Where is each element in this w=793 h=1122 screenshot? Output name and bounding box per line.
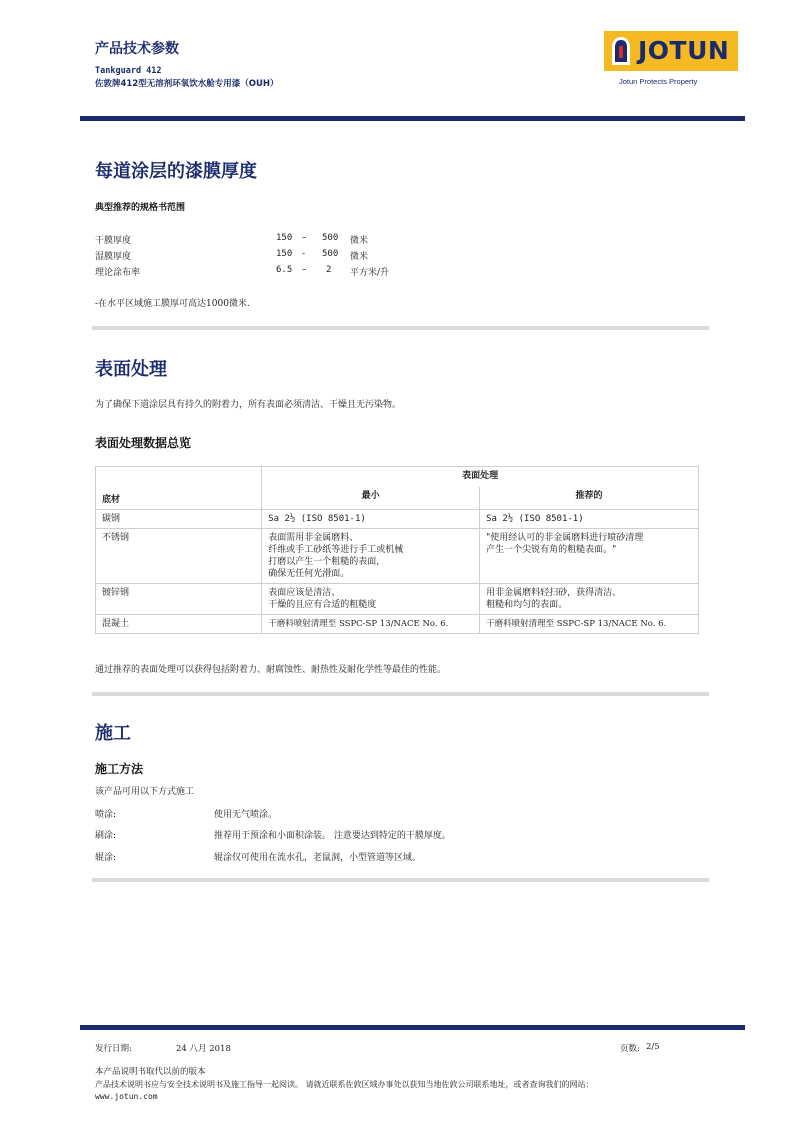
row-min-wft: 150 [276,249,293,259]
cell-line: "使用经认可的非金属磨料进行喷砂清理 [486,533,644,543]
table-row [96,615,699,634]
table-row [96,529,699,584]
section-title-surface-preparation: 表面处理 [95,359,167,380]
substrate-cell: 镀锌钢 [96,584,262,615]
substrate-cell: 碳钢 [96,510,262,529]
method-label-roller: 辊涂: [95,853,117,863]
logo-wordmark: JOTUN [638,36,730,65]
recommended-cell [480,615,699,634]
cell-line: 干磨料喷射清理至 SSPC-SP 13/NACE No. 6. [268,619,449,629]
table-row [96,510,699,529]
table-row [96,584,699,615]
cell-line: 粗糙和均匀的表面。 [486,600,568,610]
method-label-spray: 喷涂: [95,810,117,820]
header-minimum: 最小 [262,487,480,510]
section-divider [92,692,709,696]
recommended-cell [480,584,699,615]
minimum-cell [262,615,480,634]
surface-outro: 通过推荐的表面处理可以获得包括附着力、耐腐蚀性、耐热性及耐化学性等最佳的性能。 [95,665,447,675]
row-min-spreading: 6.5 [276,265,293,275]
cell-line: 用非金属磨料轻扫砂，获得清洁、 [486,588,622,598]
method-label-brush: 刷涂: [95,831,117,841]
method-text-roller: 辊涂仅可使用在流水孔，老鼠洞，小型管道等区域。 [214,853,422,863]
row-dash-wft: - [302,249,306,259]
section-title-application: 施工 [95,723,131,744]
cell-line: 打磨以产生一个粗糙的表面， [268,557,386,567]
logo-tagline: Jotun Protects Property [619,77,698,86]
row-min-dft: 150 [276,233,293,243]
jotun-emblem-icon [608,34,634,68]
header-substrate: 底材 [102,495,121,505]
spec-range-subtitle: 典型推荐的规格书范围 [95,203,186,213]
row-dash-spreading: – [302,265,307,275]
issue-date-value: 24 八月 2018 [176,1044,231,1054]
cell-line: Sa 2½ (ISO 8501-1) [486,514,584,524]
product-name: 佐敦牌412型无溶剂环氧饮水舱专用漆（OUH） [95,79,279,89]
footer-divider [80,1025,745,1030]
row-max-dft: 500 [322,233,339,243]
header-group-surface-prep: 表面处理 [262,467,699,488]
method-text-spray: 使用无气喷涂。 [214,810,278,820]
recommended-cell [480,510,699,529]
page-number-value: 2/5 [646,1042,660,1052]
cell-line: 表面需用非金属磨料、 [268,533,359,543]
section-divider [92,878,709,882]
row-unit-spreading: 平方米/升 [350,268,390,278]
cell-line: 产生一个尖锐有角的粗糙表面。" [486,545,617,555]
document-title: 产品技术参数 [95,41,179,57]
surface-preparation-table [95,466,699,634]
row-max-wft: 500 [322,249,339,259]
row-max-spreading: 2 [326,265,332,275]
section-divider [92,326,709,330]
jotun-logo [604,31,738,71]
recommended-cell [480,529,699,584]
film-note: -在水平区域施工膜厚可高达1000微米. [95,299,250,309]
row-label-spreading: 理论涂布率 [95,268,141,278]
supersede-notice: 本产品说明书取代以前的版本 [95,1067,206,1077]
row-unit-dft: 微米 [350,236,369,246]
row-dash-dft: – [302,233,307,243]
row-label-dft: 干膜厚度 [95,236,132,246]
cell-line: 确保无任何光滑面。 [268,569,350,579]
cell-line: 干燥的且应有合适的粗糙度 [268,600,377,610]
method-text-brush: 推荐用于预涂和小面积涂装。 注意要达到特定的干膜厚度。 [214,831,451,841]
substrate-cell: 不锈钢 [96,529,262,584]
footer-notice: 产品技术说明书应与安全技术说明书及施工指导一起阅读。 请就近联系佐敦区域办事处以获知当地佐敦公司联系地址，或者查询我们的网站： [95,1080,594,1089]
table-header-row [96,467,699,488]
header-divider [80,116,745,121]
cell-line: Sa 2½ (ISO 8501-1) [268,514,366,524]
header-recommended: 推荐的 [480,487,699,510]
cell-line: 表面应该是清洁、 [268,588,341,598]
minimum-cell [262,510,480,529]
application-methods-title: 施工方法 [95,762,144,776]
website-link[interactable]: www.jotun.com [95,1092,158,1101]
cell-line: 纤维或手工砂纸等进行手工或机械 [268,545,404,555]
section-title-film-thickness: 每道涂层的漆膜厚度 [95,161,257,182]
cell-line: 干磨料喷射清理至 SSPC-SP 13/NACE No. 6. [486,619,667,629]
minimum-cell [262,584,480,615]
product-code: Tankguard 412 [95,66,162,76]
header-cell-substrate [96,467,262,510]
minimum-cell [262,529,480,584]
substrate-cell: 混凝土 [96,615,262,634]
surface-table-title: 表面处理数据总览 [95,436,192,450]
issue-date-label: 发行日期: [95,1044,132,1054]
surface-intro: 为了确保下道涂层具有持久的附着力，所有表面必须清洁、干燥且无污染物。 [95,400,402,410]
row-label-wft: 湿膜厚度 [95,252,132,262]
application-intro: 该产品可用以下方式施工 [95,787,195,797]
page-number-label: 页数: [620,1044,640,1054]
row-unit-wft: 微米 [350,252,369,262]
